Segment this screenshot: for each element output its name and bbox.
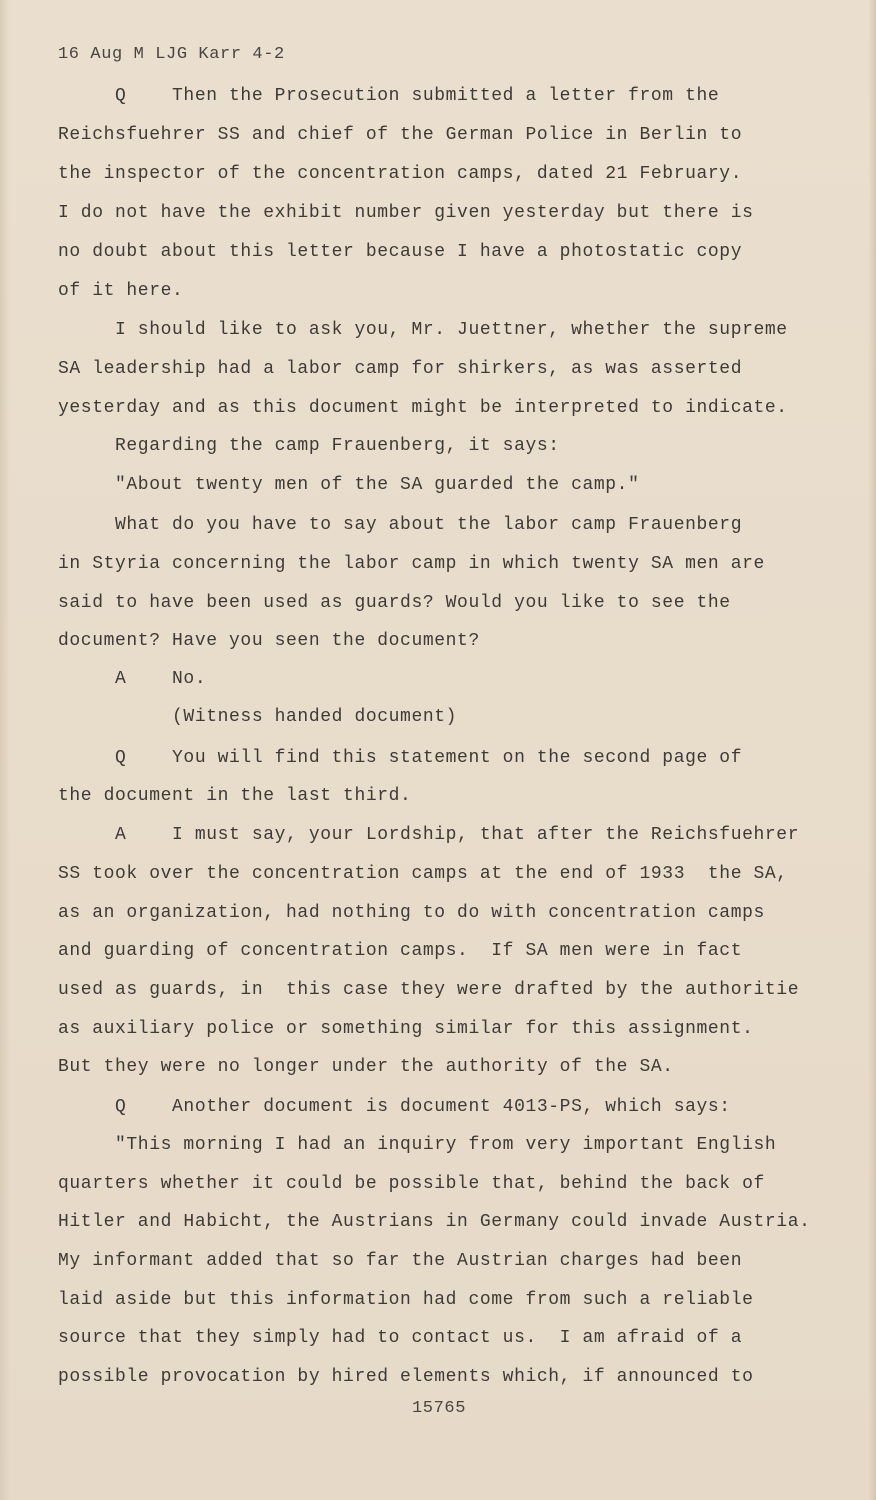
text-line: said to have been used as guards? Would you like to see the bbox=[58, 593, 731, 613]
text-line: yesterday and as this document might be interpreted to indicate. bbox=[58, 398, 788, 418]
text-line: as auxiliary police or something similar for this assignment. bbox=[58, 1019, 754, 1039]
text-line: SS took over the concentration camps at the end of 1933 the SA, bbox=[58, 864, 788, 884]
text-line: the inspector of the concentration camps, dated 21 February. bbox=[58, 164, 743, 184]
text-line: no doubt about this letter because I have a photostatic copy bbox=[58, 242, 743, 262]
text-line: document? Have you seen the document? bbox=[58, 631, 480, 651]
text-line: A I must say, your Lordship, that after the Reichsfuehrer bbox=[58, 825, 800, 845]
text-line: (Witness handed document) bbox=[58, 707, 458, 727]
text-line: and guarding of concentration camps. If SA men were in fact bbox=[58, 941, 743, 961]
text-line: possible provocation by hired elements which, if announced to bbox=[58, 1367, 754, 1387]
text-line: used as guards, in this case they were drafted by the authoritie bbox=[58, 980, 800, 1000]
text-line: A No. bbox=[58, 669, 207, 689]
text-line: "This morning I had an inquiry from very important English bbox=[58, 1135, 777, 1155]
text-line: But they were no longer under the authority of the SA. bbox=[58, 1057, 674, 1077]
text-line: laid aside but this information had come from such a reliable bbox=[58, 1290, 754, 1310]
text-line: Regarding the camp Frauenberg, it says: bbox=[58, 436, 560, 456]
text-line: My informant added that so far the Austrian charges had been bbox=[58, 1251, 743, 1271]
header-reference: 16 Aug M LJG Karr 4-2 bbox=[58, 45, 285, 64]
text-line: I do not have the exhibit number given yesterday but there is bbox=[58, 203, 754, 223]
paper-edge-left bbox=[0, 0, 10, 1500]
text-line: source that they simply had to contact us. I am afraid of a bbox=[58, 1328, 743, 1348]
text-line: Q Then the Prosecution submitted a letter from the bbox=[58, 86, 720, 106]
text-line: as an organization, had nothing to do with concentration camps bbox=[58, 903, 765, 923]
text-line: Hitler and Habicht, the Austrians in Germany could invade Austria. bbox=[58, 1212, 811, 1232]
paper-edge-right bbox=[868, 0, 876, 1500]
text-line: quarters whether it could be possible that, behind the back of bbox=[58, 1174, 765, 1194]
text-line: of it here. bbox=[58, 281, 184, 301]
text-line: SA leadership had a labor camp for shirkers, as was asserted bbox=[58, 359, 743, 379]
text-line: What do you have to say about the labor camp Frauenberg bbox=[58, 515, 743, 535]
text-line: in Styria concerning the labor camp in which twenty SA men are bbox=[58, 554, 765, 574]
text-line: "About twenty men of the SA guarded the camp." bbox=[58, 475, 640, 495]
text-line: I should like to ask you, Mr. Juettner, whether the supreme bbox=[58, 320, 788, 340]
text-line: Reichsfuehrer SS and chief of the German Police in Berlin to bbox=[58, 125, 743, 145]
text-line: Q You will find this statement on the second page of bbox=[58, 748, 743, 768]
text-line: the document in the last third. bbox=[58, 786, 412, 806]
text-line: Q Another document is document 4013-PS, which says: bbox=[58, 1097, 731, 1117]
page-number: 15765 bbox=[412, 1399, 467, 1418]
